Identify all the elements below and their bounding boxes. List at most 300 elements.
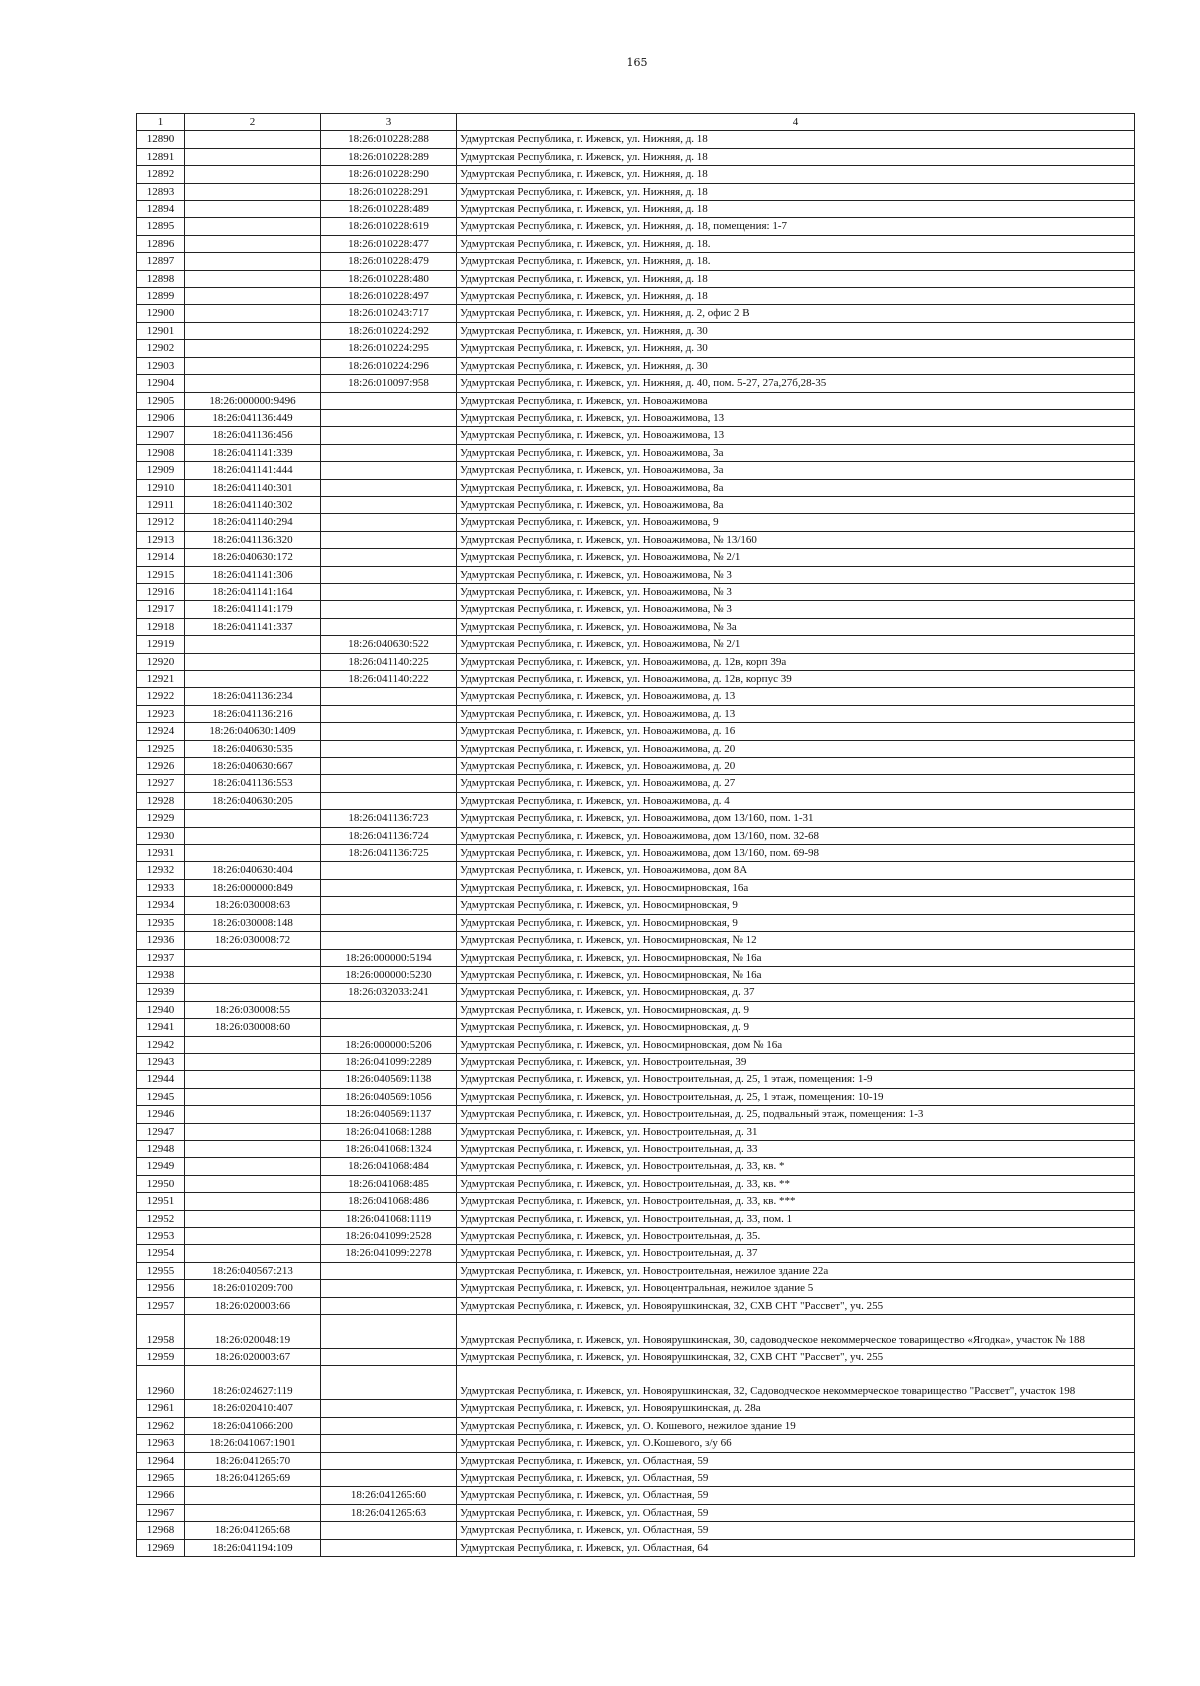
row-number-cell: 12906 <box>137 409 185 426</box>
cadastral-number-b-cell: 18:26:010224:295 <box>321 340 457 357</box>
cadastral-number-a-cell: 18:26:040630:404 <box>185 862 321 879</box>
row-number-cell: 12910 <box>137 479 185 496</box>
row-number-cell: 12929 <box>137 810 185 827</box>
cadastral-number-b-cell <box>321 392 457 409</box>
cadastral-number-b-cell <box>321 1539 457 1556</box>
address-cell: Удмуртская Республика, г. Ижевск, ул. Нижняя, д. 18 <box>457 288 1135 305</box>
cadastral-number-a-cell: 18:26:041067:1901 <box>185 1435 321 1452</box>
cadastral-number-a-cell <box>185 671 321 688</box>
table-row <box>137 357 1135 374</box>
cadastral-number-b-cell: 18:26:040569:1137 <box>321 1106 457 1123</box>
table-row <box>137 1262 1135 1279</box>
cadastral-number-a-cell: 18:26:041136:456 <box>185 427 321 444</box>
cadastral-number-b-cell <box>321 444 457 461</box>
address-cell: Удмуртская Республика, г. Ижевск, ул. Новостроительная, д. 33, кв. ** <box>457 1175 1135 1192</box>
table-row <box>137 340 1135 357</box>
cadastral-number-b-cell: 18:26:010228:290 <box>321 166 457 183</box>
row-number-cell: 12924 <box>137 723 185 740</box>
row-number-cell: 12938 <box>137 966 185 983</box>
cadastral-number-b-cell: 18:26:041099:2528 <box>321 1228 457 1245</box>
cadastral-number-a-cell: 18:26:041140:302 <box>185 496 321 513</box>
cadastral-number-b-cell <box>321 932 457 949</box>
cadastral-number-a-cell: 18:26:000000:9496 <box>185 392 321 409</box>
cadastral-number-b-cell <box>321 427 457 444</box>
row-number-cell: 12962 <box>137 1417 185 1434</box>
table-row <box>137 218 1135 235</box>
cadastral-number-a-cell <box>185 1071 321 1088</box>
cadastral-number-a-cell: 18:26:041141:339 <box>185 444 321 461</box>
row-number-cell: 12893 <box>137 183 185 200</box>
row-number-cell: 12961 <box>137 1400 185 1417</box>
cadastral-number-a-cell: 18:26:041140:301 <box>185 479 321 496</box>
cadastral-number-a-cell: 18:26:041140:294 <box>185 514 321 531</box>
row-number-cell: 12958 <box>137 1315 185 1349</box>
cadastral-number-a-cell <box>185 1123 321 1140</box>
cadastral-number-b-cell <box>321 1001 457 1018</box>
cadastral-number-a-cell <box>185 1106 321 1123</box>
row-number-cell: 12956 <box>137 1280 185 1297</box>
address-cell: Удмуртская Республика, г. Ижевск, ул. Нижняя, д. 30 <box>457 322 1135 339</box>
table-row <box>137 1452 1135 1469</box>
row-number-cell: 12899 <box>137 288 185 305</box>
cadastral-number-a-cell: 18:26:041265:70 <box>185 1452 321 1469</box>
table-row <box>137 549 1135 566</box>
cadastral-number-b-cell: 18:26:041068:485 <box>321 1175 457 1192</box>
row-number-cell: 12932 <box>137 862 185 879</box>
cadastral-number-b-cell: 18:26:010228:497 <box>321 288 457 305</box>
cadastral-number-b-cell: 18:26:010228:479 <box>321 253 457 270</box>
cadastral-number-a-cell: 18:26:020003:67 <box>185 1349 321 1366</box>
cadastral-number-a-cell: 18:26:030008:60 <box>185 1019 321 1036</box>
row-number-cell: 12957 <box>137 1297 185 1314</box>
cadastral-number-a-cell: 18:26:024627:119 <box>185 1366 321 1400</box>
table-row <box>137 462 1135 479</box>
row-number-cell: 12948 <box>137 1140 185 1157</box>
row-number-cell: 12907 <box>137 427 185 444</box>
cadastral-number-a-cell <box>185 949 321 966</box>
property-register-table <box>136 113 1135 1557</box>
cadastral-number-b-cell <box>321 723 457 740</box>
row-number-cell: 12940 <box>137 1001 185 1018</box>
row-number-cell: 12901 <box>137 322 185 339</box>
cadastral-number-b-cell: 18:26:041068:1119 <box>321 1210 457 1227</box>
page-number: 165 <box>626 56 648 69</box>
address-cell: Удмуртская Республика, г. Ижевск, ул. Новоажимова, 13 <box>457 427 1135 444</box>
table-row <box>137 1106 1135 1123</box>
table-row <box>137 1001 1135 1018</box>
address-cell: Удмуртская Республика, г. Ижевск, ул. Нижняя, д. 18. <box>457 253 1135 270</box>
address-cell: Удмуртская Республика, г. Ижевск, ул. Областная, 59 <box>457 1522 1135 1539</box>
cadastral-number-b-cell <box>321 1470 457 1487</box>
table-row <box>137 688 1135 705</box>
row-number-cell: 12905 <box>137 392 185 409</box>
address-cell: Удмуртская Республика, г. Ижевск, ул. Новоажимова, д. 27 <box>457 775 1135 792</box>
row-number-cell: 12896 <box>137 235 185 252</box>
table-row <box>137 845 1135 862</box>
cadastral-number-b-cell <box>321 914 457 931</box>
address-cell: Удмуртская Республика, г. Ижевск, ул. Новоажимова, д. 16 <box>457 723 1135 740</box>
row-number-cell: 12941 <box>137 1019 185 1036</box>
table-row <box>137 775 1135 792</box>
table-row <box>137 201 1135 218</box>
cadastral-number-b-cell: 18:26:041136:725 <box>321 845 457 862</box>
table-row <box>137 984 1135 1001</box>
cadastral-number-a-cell: 18:26:041136:320 <box>185 531 321 548</box>
row-number-cell: 12947 <box>137 1123 185 1140</box>
cadastral-number-a-cell: 18:26:020003:66 <box>185 1297 321 1314</box>
address-cell: Удмуртская Республика, г. Ижевск, ул. Новоажимова, № 3а <box>457 618 1135 635</box>
row-number-cell: 12920 <box>137 653 185 670</box>
address-cell: Удмуртская Республика, г. Ижевск, ул. Новосмирновская, д. 37 <box>457 984 1135 1001</box>
address-cell: Удмуртская Республика, г. Ижевск, ул. Новоажимова, д. 20 <box>457 758 1135 775</box>
row-number-cell: 12914 <box>137 549 185 566</box>
cadastral-number-a-cell <box>185 827 321 844</box>
row-number-cell: 12945 <box>137 1088 185 1105</box>
row-number-cell: 12925 <box>137 740 185 757</box>
row-number-cell: 12939 <box>137 984 185 1001</box>
cadastral-number-b-cell: 18:26:041140:225 <box>321 653 457 670</box>
row-number-cell: 12915 <box>137 566 185 583</box>
cadastral-number-b-cell <box>321 566 457 583</box>
address-cell: Удмуртская Республика, г. Ижевск, ул. Новоажимова, д. 13 <box>457 705 1135 722</box>
cadastral-number-b-cell <box>321 496 457 513</box>
cadastral-number-b-cell <box>321 688 457 705</box>
table-row <box>137 932 1135 949</box>
cadastral-number-b-cell: 18:26:010228:289 <box>321 148 457 165</box>
row-number-cell: 12944 <box>137 1071 185 1088</box>
table-row <box>137 235 1135 252</box>
row-number-cell: 12922 <box>137 688 185 705</box>
row-number-cell: 12949 <box>137 1158 185 1175</box>
address-cell: Удмуртская Республика, г. Ижевск, ул. Новостроительная, д. 25, подвальный этаж, помещения: 1-3 <box>457 1106 1135 1123</box>
cadastral-number-b-cell: 18:26:010228:477 <box>321 235 457 252</box>
cadastral-number-a-cell: 18:26:040567:213 <box>185 1262 321 1279</box>
address-cell: Удмуртская Республика, г. Ижевск, ул. Новоажимова, д. 20 <box>457 740 1135 757</box>
address-cell: Удмуртская Республика, г. Ижевск, ул. Новоажимова, дом 8А <box>457 862 1135 879</box>
address-cell: Удмуртская Республика, г. Ижевск, ул. Новостроительная, д. 35. <box>457 1228 1135 1245</box>
row-number-cell: 12928 <box>137 792 185 809</box>
address-cell: Удмуртская Республика, г. Ижевск, ул. Новостроительная, д. 31 <box>457 1123 1135 1140</box>
row-number-cell: 12946 <box>137 1106 185 1123</box>
cadastral-number-a-cell <box>185 166 321 183</box>
cadastral-number-b-cell <box>321 462 457 479</box>
row-number-cell: 12919 <box>137 636 185 653</box>
cadastral-number-a-cell: 18:26:041136:449 <box>185 409 321 426</box>
row-number-cell: 12964 <box>137 1452 185 1469</box>
cadastral-number-a-cell: 18:26:030008:63 <box>185 897 321 914</box>
table-row <box>137 583 1135 600</box>
cadastral-number-b-cell <box>321 1315 457 1349</box>
address-cell: Удмуртская Республика, г. Ижевск, ул. Областная, 59 <box>457 1470 1135 1487</box>
address-cell: Удмуртская Республика, г. Ижевск, ул. Новоажимова, д. 13 <box>457 688 1135 705</box>
row-number-cell: 12967 <box>137 1504 185 1521</box>
cadastral-number-b-cell <box>321 1349 457 1366</box>
address-cell: Удмуртская Республика, г. Ижевск, ул. Новоажимова, 8а <box>457 479 1135 496</box>
row-number-cell: 12913 <box>137 531 185 548</box>
table-row <box>137 949 1135 966</box>
cadastral-number-a-cell <box>185 1504 321 1521</box>
cadastral-number-a-cell <box>185 131 321 148</box>
address-cell: Удмуртская Республика, г. Ижевск, ул. Новоажимова, д. 4 <box>457 792 1135 809</box>
cadastral-number-a-cell: 18:26:040630:667 <box>185 758 321 775</box>
table-row <box>137 636 1135 653</box>
row-number-cell: 12921 <box>137 671 185 688</box>
table-row <box>137 1504 1135 1521</box>
row-number-cell: 12931 <box>137 845 185 862</box>
row-number-cell: 12969 <box>137 1539 185 1556</box>
address-cell: Удмуртская Республика, г. Ижевск, ул. Новоажимова, 3а <box>457 462 1135 479</box>
row-number-cell: 12968 <box>137 1522 185 1539</box>
cadastral-number-b-cell: 18:26:040569:1056 <box>321 1088 457 1105</box>
address-cell: Удмуртская Республика, г. Ижевск, ул. Нижняя, д. 30 <box>457 340 1135 357</box>
table-row <box>137 166 1135 183</box>
cadastral-number-b-cell: 18:26:040569:1138 <box>321 1071 457 1088</box>
cadastral-number-a-cell <box>185 1140 321 1157</box>
address-cell: Удмуртская Республика, г. Ижевск, ул. Нижняя, д. 40, пом. 5-27, 27а,27б,28-35 <box>457 375 1135 392</box>
cadastral-number-b-cell <box>321 1522 457 1539</box>
address-cell: Удмуртская Республика, г. Ижевск, ул. Новоярушкинская, 30, садоводческое некоммерческое товарищество «Ягодка», участок № 188 <box>457 1315 1135 1349</box>
table-row <box>137 601 1135 618</box>
address-cell: Удмуртская Республика, г. Ижевск, ул. Новосмирновская, № 16а <box>457 966 1135 983</box>
row-number-cell: 12912 <box>137 514 185 531</box>
table-row <box>137 148 1135 165</box>
column-header-row-number: 1 <box>137 114 185 131</box>
row-number-cell: 12903 <box>137 357 185 374</box>
address-cell: Удмуртская Республика, г. Ижевск, ул. Новоажимова, 13 <box>457 409 1135 426</box>
address-cell: Удмуртская Республика, г. Ижевск, ул. Новоажимова, 8а <box>457 496 1135 513</box>
address-cell: Удмуртская Республика, г. Ижевск, ул. Новостроительная, д. 33, кв. * <box>457 1158 1135 1175</box>
row-number-cell: 12918 <box>137 618 185 635</box>
cadastral-number-b-cell <box>321 897 457 914</box>
table-row <box>137 444 1135 461</box>
cadastral-number-a-cell <box>185 1158 321 1175</box>
address-cell: Удмуртская Республика, г. Ижевск, ул. Новосмирновская, 16а <box>457 879 1135 896</box>
row-number-cell: 12917 <box>137 601 185 618</box>
cadastral-number-b-cell: 18:26:041068:1324 <box>321 1140 457 1157</box>
table-row <box>137 653 1135 670</box>
row-number-cell: 12935 <box>137 914 185 931</box>
address-cell: Удмуртская Республика, г. Ижевск, ул. Нижняя, д. 18 <box>457 270 1135 287</box>
table-row <box>137 705 1135 722</box>
row-number-cell: 12954 <box>137 1245 185 1262</box>
cadastral-number-a-cell <box>185 1175 321 1192</box>
row-number-cell: 12953 <box>137 1228 185 1245</box>
table-row <box>137 792 1135 809</box>
cadastral-number-a-cell <box>185 322 321 339</box>
table-row <box>137 1123 1135 1140</box>
row-number-cell: 12960 <box>137 1366 185 1400</box>
cadastral-number-a-cell: 18:26:030008:72 <box>185 932 321 949</box>
table-row <box>137 879 1135 896</box>
cadastral-number-b-cell <box>321 1019 457 1036</box>
table-row <box>137 1315 1135 1349</box>
table-row <box>137 1036 1135 1053</box>
row-number-cell: 12895 <box>137 218 185 235</box>
cadastral-number-a-cell <box>185 984 321 1001</box>
cadastral-number-a-cell: 18:26:041136:553 <box>185 775 321 792</box>
row-number-cell: 12898 <box>137 270 185 287</box>
cadastral-number-b-cell: 18:26:010243:717 <box>321 305 457 322</box>
table-row <box>137 827 1135 844</box>
address-cell: Удмуртская Республика, г. Ижевск, ул. Нижняя, д. 30 <box>457 357 1135 374</box>
cadastral-number-b-cell: 18:26:041099:2289 <box>321 1053 457 1070</box>
row-number-cell: 12966 <box>137 1487 185 1504</box>
cadastral-number-a-cell <box>185 1210 321 1227</box>
cadastral-number-a-cell <box>185 218 321 235</box>
row-number-cell: 12965 <box>137 1470 185 1487</box>
table-row <box>137 1487 1135 1504</box>
cadastral-number-a-cell <box>185 357 321 374</box>
column-header-address: 4 <box>457 114 1135 131</box>
address-cell: Удмуртская Республика, г. Ижевск, ул. Новосмирновская, № 12 <box>457 932 1135 949</box>
table-row <box>137 966 1135 983</box>
table-row <box>137 305 1135 322</box>
table-row <box>137 671 1135 688</box>
row-number-cell: 12952 <box>137 1210 185 1227</box>
row-number-cell: 12942 <box>137 1036 185 1053</box>
table-row <box>137 758 1135 775</box>
table-row <box>137 1245 1135 1262</box>
table-row <box>137 862 1135 879</box>
row-number-cell: 12892 <box>137 166 185 183</box>
address-cell: Удмуртская Республика, г. Ижевск, ул. Новоярушкинская, 32, СХВ СНТ "Рассвет", уч. 255 <box>457 1297 1135 1314</box>
table-row <box>137 914 1135 931</box>
cadastral-number-b-cell <box>321 1400 457 1417</box>
table-row <box>137 1228 1135 1245</box>
address-cell: Удмуртская Республика, г. Ижевск, ул. Новоярушкинская, д. 28а <box>457 1400 1135 1417</box>
address-cell: Удмуртская Республика, г. Ижевск, ул. Новостроительная, д. 33, пом. 1 <box>457 1210 1135 1227</box>
row-number-cell: 12930 <box>137 827 185 844</box>
address-cell: Удмуртская Республика, г. Ижевск, ул. Новоажимова, дом 13/160, пом. 1-31 <box>457 810 1135 827</box>
address-cell: Удмуртская Республика, г. Ижевск, ул. Новоажимова, дом 13/160, пом. 69-98 <box>457 845 1135 862</box>
address-cell: Удмуртская Республика, г. Ижевск, ул. Новоажимова, 9 <box>457 514 1135 531</box>
cadastral-number-a-cell <box>185 305 321 322</box>
address-cell: Удмуртская Республика, г. Ижевск, ул. Новосмирновская, № 16а <box>457 949 1135 966</box>
cadastral-number-b-cell <box>321 792 457 809</box>
table-row <box>137 740 1135 757</box>
table-row <box>137 723 1135 740</box>
row-number-cell: 12927 <box>137 775 185 792</box>
cadastral-number-b-cell: 18:26:041068:1288 <box>321 1123 457 1140</box>
cadastral-number-a-cell: 18:26:041141:164 <box>185 583 321 600</box>
address-cell: Удмуртская Республика, г. Ижевск, ул. Новоажимова, дом 13/160, пом. 32-68 <box>457 827 1135 844</box>
cadastral-number-b-cell <box>321 601 457 618</box>
cadastral-number-b-cell: 18:26:041068:486 <box>321 1193 457 1210</box>
address-cell: Удмуртская Республика, г. Ижевск, ул. Нижняя, д. 18 <box>457 166 1135 183</box>
cadastral-number-b-cell: 18:26:041265:60 <box>321 1487 457 1504</box>
table-row <box>137 1071 1135 1088</box>
table-row <box>137 131 1135 148</box>
cadastral-number-b-cell <box>321 1297 457 1314</box>
address-cell: Удмуртская Республика, г. Ижевск, ул. Новосмирновская, 9 <box>457 897 1135 914</box>
table-row <box>137 1019 1135 1036</box>
cadastral-number-a-cell: 18:26:020048:19 <box>185 1315 321 1349</box>
cadastral-number-a-cell: 18:26:041066:200 <box>185 1417 321 1434</box>
cadastral-number-a-cell <box>185 340 321 357</box>
address-cell: Удмуртская Республика, г. Ижевск, ул. Новоажимова, № 13/160 <box>457 531 1135 548</box>
cadastral-number-b-cell <box>321 549 457 566</box>
cadastral-number-a-cell: 18:26:041136:234 <box>185 688 321 705</box>
address-cell: Удмуртская Республика, г. Ижевск, ул. Нижняя, д. 2, офис 2 В <box>457 305 1135 322</box>
table-row <box>137 392 1135 409</box>
table-row <box>137 1175 1135 1192</box>
cadastral-number-a-cell <box>185 1053 321 1070</box>
cadastral-number-b-cell <box>321 1366 457 1400</box>
address-cell: Удмуртская Республика, г. Ижевск, ул. Новоажимова <box>457 392 1135 409</box>
table-row <box>137 375 1135 392</box>
row-number-cell: 12950 <box>137 1175 185 1192</box>
cadastral-number-b-cell: 18:26:010228:489 <box>321 201 457 218</box>
row-number-cell: 12908 <box>137 444 185 461</box>
column-header-cadastral-number-a: 2 <box>185 114 321 131</box>
address-cell: Удмуртская Республика, г. Ижевск, ул. Новоажимова, № 2/1 <box>457 549 1135 566</box>
address-cell: Удмуртская Республика, г. Ижевск, ул. Новостроительная, д. 37 <box>457 1245 1135 1262</box>
row-number-cell: 12894 <box>137 201 185 218</box>
address-cell: Удмуртская Республика, г. Ижевск, ул. Новостроительная, д. 25, 1 этаж, помещения: 10-19 <box>457 1088 1135 1105</box>
cadastral-number-a-cell <box>185 1036 321 1053</box>
cadastral-number-a-cell <box>185 845 321 862</box>
table-row <box>137 496 1135 513</box>
address-cell: Удмуртская Республика, г. Ижевск, ул. Новосмирновская, д. 9 <box>457 1019 1135 1036</box>
cadastral-number-b-cell: 18:26:041068:484 <box>321 1158 457 1175</box>
cadastral-number-b-cell: 18:26:010228:291 <box>321 183 457 200</box>
row-number-cell: 12951 <box>137 1193 185 1210</box>
cadastral-number-a-cell: 18:26:030008:148 <box>185 914 321 931</box>
table-row <box>137 1088 1135 1105</box>
table-row <box>137 288 1135 305</box>
cadastral-number-b-cell <box>321 583 457 600</box>
row-number-cell: 12897 <box>137 253 185 270</box>
cadastral-number-a-cell <box>185 201 321 218</box>
table-row <box>137 1417 1135 1434</box>
cadastral-number-b-cell: 18:26:041136:724 <box>321 827 457 844</box>
cadastral-number-b-cell <box>321 862 457 879</box>
row-number-cell: 12916 <box>137 583 185 600</box>
address-cell: Удмуртская Республика, г. Ижевск, ул. Областная, 59 <box>457 1487 1135 1504</box>
cadastral-number-b-cell <box>321 740 457 757</box>
cadastral-number-b-cell: 18:26:010228:288 <box>321 131 457 148</box>
cadastral-number-b-cell <box>321 618 457 635</box>
address-cell: Удмуртская Республика, г. Ижевск, ул. Новосмирновская, дом № 16а <box>457 1036 1135 1053</box>
cadastral-number-b-cell: 18:26:010224:296 <box>321 357 457 374</box>
table-row <box>137 1522 1135 1539</box>
table-row <box>137 409 1135 426</box>
cadastral-number-b-cell: 18:26:041136:723 <box>321 810 457 827</box>
cadastral-number-b-cell: 18:26:000000:5194 <box>321 949 457 966</box>
cadastral-number-a-cell: 18:26:040630:172 <box>185 549 321 566</box>
cadastral-number-a-cell: 18:26:041265:68 <box>185 1522 321 1539</box>
row-number-cell: 12911 <box>137 496 185 513</box>
cadastral-number-a-cell: 18:26:041141:306 <box>185 566 321 583</box>
cadastral-number-a-cell <box>185 253 321 270</box>
cadastral-number-a-cell <box>185 288 321 305</box>
cadastral-number-b-cell: 18:26:040630:522 <box>321 636 457 653</box>
address-cell: Удмуртская Республика, г. Ижевск, ул. Новостроительная, нежилое здание 22а <box>457 1262 1135 1279</box>
cadastral-number-a-cell <box>185 148 321 165</box>
row-number-cell: 12923 <box>137 705 185 722</box>
cadastral-number-b-cell <box>321 879 457 896</box>
table-row <box>137 1140 1135 1157</box>
address-cell: Удмуртская Республика, г. Ижевск, ул. Новоажимова, 3а <box>457 444 1135 461</box>
cadastral-number-a-cell: 18:26:041141:179 <box>185 601 321 618</box>
table-row <box>137 1158 1135 1175</box>
cadastral-number-b-cell <box>321 758 457 775</box>
row-number-cell: 12943 <box>137 1053 185 1070</box>
row-number-cell: 12963 <box>137 1435 185 1452</box>
address-cell: Удмуртская Республика, г. Ижевск, ул. Нижняя, д. 18 <box>457 183 1135 200</box>
cadastral-number-a-cell: 18:26:030008:55 <box>185 1001 321 1018</box>
cadastral-number-b-cell <box>321 479 457 496</box>
